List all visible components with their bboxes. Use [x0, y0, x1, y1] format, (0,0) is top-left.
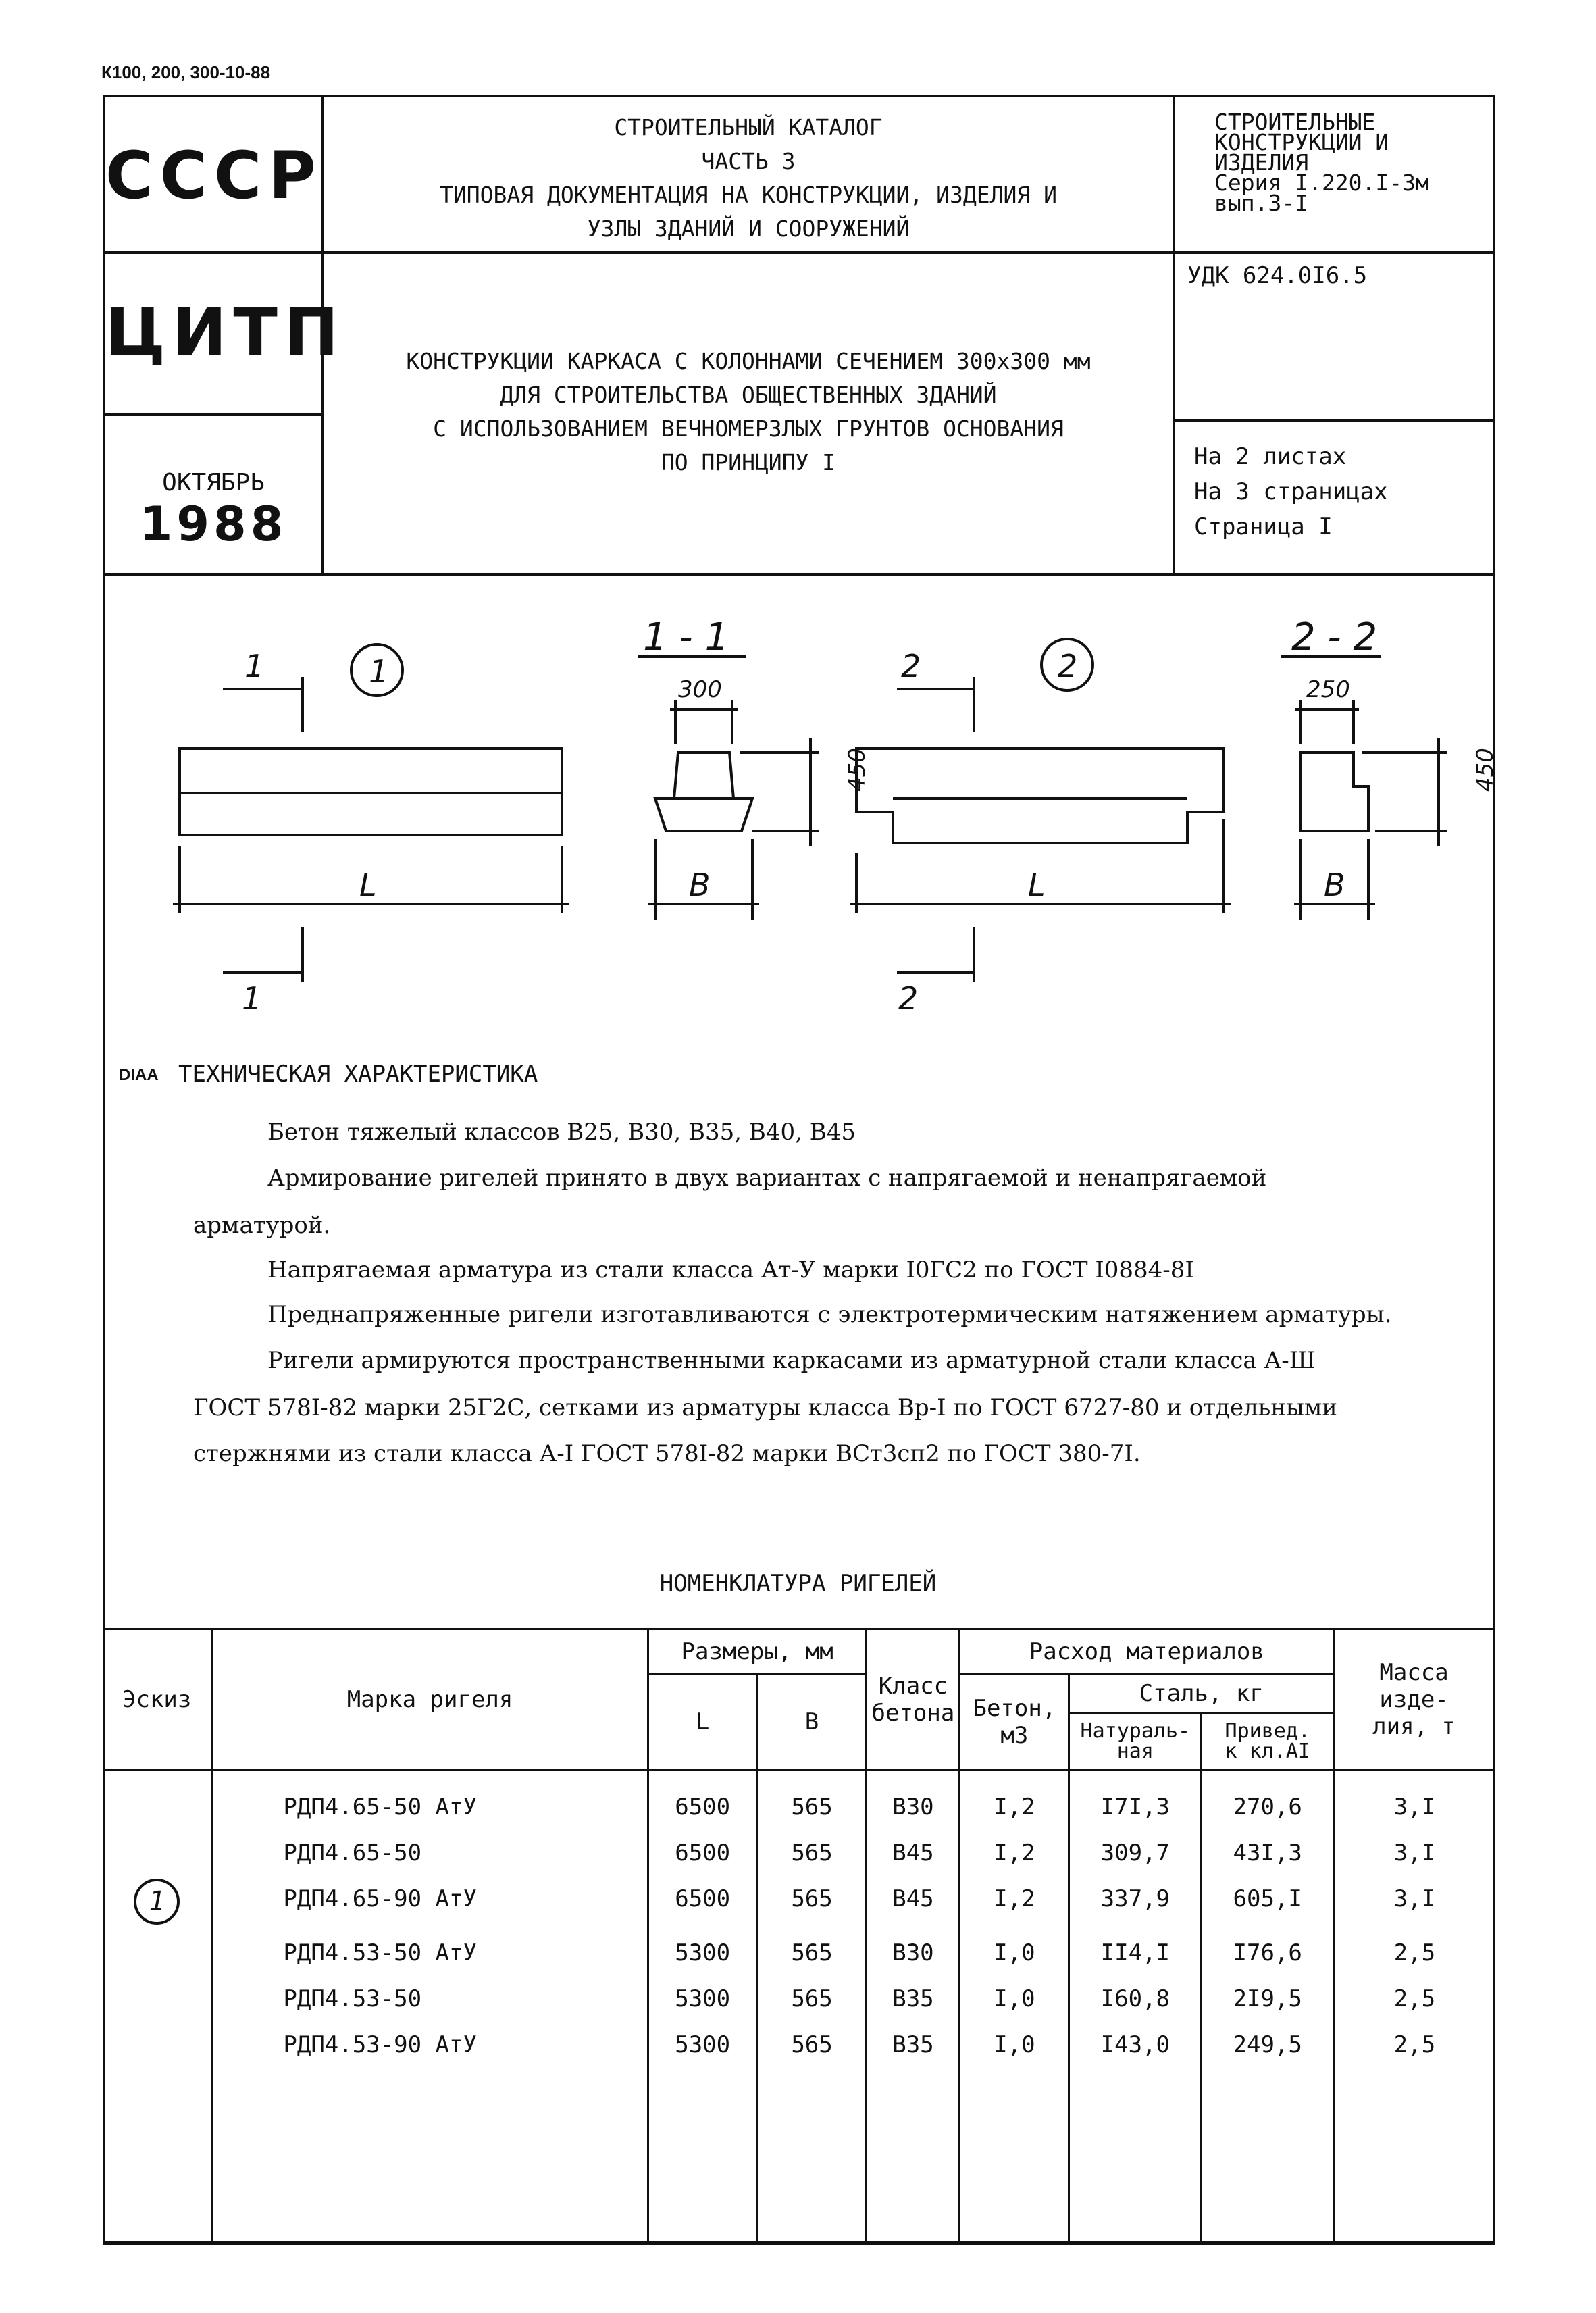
tech-heading: ТЕХНИЧЕСКАЯ ХАРАКТЕРИСТИКА — [178, 1061, 538, 1088]
col-width — [757, 1770, 867, 2243]
th-mass-line-1: Масса — [1379, 1658, 1449, 1686]
row-3-class: В45 — [892, 1885, 934, 1912]
row-6-mark: РДП4.53-90 АтУ — [283, 2031, 477, 2058]
th-class-line-1: Класс — [878, 1672, 948, 1700]
row-5-mark: РДП4.53-50 — [283, 1985, 422, 2012]
title-line-3: С ИСПОЛЬЗОВАНИЕМ ВЕЧНОМЕРЗЛЫХ ГРУНТОВ ОСНОВАНИЯ — [433, 415, 1064, 442]
row-2-concrete: I,2 — [994, 1839, 1035, 1866]
beam2-outline — [856, 748, 1224, 843]
row-1-width: 565 — [791, 1794, 833, 1821]
row-2-length: 6500 — [675, 1839, 731, 1866]
date-year: 1988 — [139, 497, 288, 552]
section2-width: 250 — [1306, 676, 1350, 703]
th-consumption: Расход материалов — [960, 1629, 1334, 1674]
th-natural — [1069, 1713, 1202, 1770]
section1-height: 450 — [844, 748, 871, 792]
row-2-steel-reduced: 43I,3 — [1233, 1839, 1302, 1866]
tech-prefix: DIAA — [119, 1066, 159, 1084]
cut2-top-label: 2 — [901, 648, 921, 684]
th-natural-line-2: ная — [1116, 1739, 1154, 1763]
series-line-3: ИЗДЕЛИЯ — [1214, 149, 1309, 176]
row-3-mark: РДП4.65-90 АтУ — [283, 1885, 477, 1912]
beam-drawings — [103, 576, 1499, 1035]
th-concrete — [960, 1674, 1069, 1770]
th-reduced — [1202, 1713, 1334, 1770]
title-cell — [321, 251, 1175, 576]
row-2-steel-natural: 309,7 — [1100, 1839, 1170, 1866]
sheets-cell — [1173, 419, 1495, 576]
row-3-width: 565 — [791, 1885, 833, 1912]
th-sketch: Эскиз — [103, 1629, 212, 1770]
row-6-concrete: I,0 — [994, 2031, 1035, 2058]
section1-width: 300 — [678, 676, 722, 703]
row-4-steel-natural: II4,I — [1100, 1939, 1170, 1966]
row-5-mass: 2,5 — [1393, 1985, 1436, 2012]
tech-paragraph-2a: Армирование ригелей принято в двух вариантах с напрягаемой и ненапрягаемой — [267, 1165, 1267, 1192]
row-6-class: В35 — [892, 2031, 934, 2058]
tech-paragraph-1: Бетон тяжелый классов В25, В30, В35, В40, В45 — [267, 1119, 856, 1146]
org-ussr: СССР — [105, 138, 323, 213]
sketch2-number: 2 — [1058, 648, 1078, 684]
tech-paragraph-5a: Ригели армируются пространственными каркасами из арматурной стали класса А-Ш — [267, 1347, 1316, 1374]
row-1-mass: 3,I — [1393, 1794, 1436, 1821]
title-line-2: ДЛЯ СТРОИТЕЛЬСТВА ОБЩЕСТВЕННЫХ ЗДАНИЙ — [500, 382, 997, 408]
row-4-mass: 2,5 — [1393, 1939, 1436, 1966]
tech-paragraph-3: Напрягаемая арматура из стали класса Ат-У марки I0ГС2 по ГОСТ I0884-8I — [267, 1256, 1194, 1283]
catalog-line-2: ЧАСТЬ 3 — [701, 148, 796, 174]
row-5-concrete: I,0 — [994, 1985, 1035, 2012]
row-6-length: 5300 — [675, 2031, 731, 2058]
col-mass — [1334, 1770, 1495, 2243]
row-5-class: В35 — [892, 1985, 934, 2012]
tech-paragraph-5c: стержнями из стали класса А-I ГОСТ 578I-82 марки ВСт3сп2 по ГОСТ 380-7I. — [193, 1440, 1141, 1467]
page-number: Страница I — [1194, 513, 1333, 540]
row-2-mass: 3,I — [1393, 1839, 1436, 1866]
row-1-concrete: I,2 — [994, 1794, 1035, 1821]
th-sizes: Размеры, мм — [648, 1629, 867, 1674]
section1-b-label: B — [689, 867, 711, 903]
udk-code: УДК 624.0I6.5 — [1187, 262, 1368, 289]
row-3-concrete: I,2 — [994, 1885, 1035, 1912]
th-width: B — [757, 1674, 867, 1770]
row-1-steel-reduced: 270,6 — [1233, 1794, 1302, 1821]
col-class — [867, 1770, 960, 2243]
beam2-length-label: L — [1028, 867, 1046, 903]
series-line-4: Серия I.220.I-3м — [1214, 170, 1429, 196]
th-class-line-2: бетона — [871, 1699, 955, 1727]
col-concrete — [960, 1770, 1069, 2243]
date-cell — [103, 413, 324, 576]
title-line-1: КОНСТРУКЦИИ КАРКАСА С КОЛОННАМИ СЕЧЕНИЕМ 300х300 мм — [406, 348, 1091, 374]
tech-paragraph-2b: арматурой. — [193, 1212, 331, 1239]
sketch1-number: 1 — [369, 653, 389, 690]
row-6-width: 565 — [791, 2031, 833, 2058]
row-4-steel-reduced: I76,6 — [1233, 1939, 1302, 1966]
section2-height: 450 — [1472, 748, 1499, 792]
org-citp: ЦИТП — [105, 295, 346, 370]
section2-shape — [1301, 753, 1368, 831]
row-5-length: 5300 — [675, 1985, 731, 2012]
row-1-length: 6500 — [675, 1794, 731, 1821]
section2-b-label: B — [1324, 867, 1345, 903]
th-reduced-line-2: к кл.АI — [1225, 1739, 1310, 1763]
row-4-concrete: I,0 — [994, 1939, 1035, 1966]
th-class — [867, 1629, 960, 1770]
sketch-cell — [103, 1770, 212, 2243]
title-line-4: ПО ПРИНЦИПУ I — [661, 449, 836, 476]
row-5-steel-natural: I60,8 — [1100, 1985, 1170, 2012]
nomenclature-table — [103, 1628, 1495, 2243]
row-6-mass: 2,5 — [1393, 2031, 1436, 2058]
th-length: L — [648, 1674, 757, 1770]
cut2-bottom-label: 2 — [898, 980, 919, 1017]
th-reduced-line-1: Привед. — [1225, 1719, 1310, 1743]
row-3-steel-natural: 337,9 — [1100, 1885, 1170, 1912]
row-6-steel-reduced: 249,5 — [1233, 2031, 1302, 2058]
sheets-count: На 2 листах — [1194, 443, 1347, 470]
th-mass-line-3: лия, т — [1372, 1712, 1456, 1740]
tech-paragraph-5b: ГОСТ 578I-82 марки 25Г2С, сетками из арматуры класса Вр-I по ГОСТ 6727-80 и отдельными — [193, 1394, 1338, 1421]
series-cell — [1173, 95, 1495, 254]
row-4-mark: РДП4.53-50 АтУ — [283, 1939, 477, 1966]
org-cell-citp — [103, 251, 346, 416]
section2-title: 2 - 2 — [1291, 615, 1378, 659]
row-3-steel-reduced: 605,I — [1233, 1885, 1302, 1912]
col-steel-natural — [1069, 1770, 1202, 2243]
th-concrete-line-2: м3 — [1000, 1721, 1029, 1749]
beam1-length-label: L — [359, 867, 377, 903]
th-mass — [1334, 1629, 1495, 1770]
row-4-width: 565 — [791, 1939, 833, 1966]
cut1-bottom-label: 1 — [242, 980, 262, 1017]
row-3-mass: 3,I — [1393, 1885, 1436, 1912]
th-steel: Сталь, кг — [1069, 1674, 1334, 1713]
org-cell-ussr — [103, 95, 324, 254]
series-line-1: СТРОИТЕЛЬНЫЕ — [1214, 109, 1376, 135]
row-4-class: В30 — [892, 1939, 934, 1966]
series-line-5: вып.3-I — [1214, 190, 1309, 216]
catalog-line-3: ТИПОВАЯ ДОКУМЕНТАЦИЯ НА КОНСТРУКЦИИ, ИЗДЕЛИЯ И — [440, 182, 1057, 208]
th-concrete-line-1: Бетон, — [973, 1694, 1056, 1722]
th-mark: Марка ригеля — [212, 1629, 648, 1770]
col-steel-reduced — [1202, 1770, 1334, 2243]
series-line-2: КОНСТРУКЦИИ И — [1214, 129, 1389, 155]
th-mass-line-2: изде- — [1379, 1685, 1449, 1713]
row-1-class: В30 — [892, 1794, 934, 1821]
tech-paragraph-4: Преднапряженные ригели изготавливаются с электротермическим натяжением арматуры. — [267, 1301, 1392, 1328]
row-3-length: 6500 — [675, 1885, 731, 1912]
table-title: НОМЕНКЛАТУРА РИГЕЛЕЙ — [659, 1570, 937, 1597]
row-2-class: В45 — [892, 1839, 934, 1866]
document-code: К100, 200, 300-10-88 — [101, 62, 271, 82]
col-mark — [212, 1770, 648, 2243]
row-5-steel-reduced: 2I9,5 — [1233, 1985, 1302, 2012]
catalog-cell — [321, 95, 1175, 254]
udk-cell — [1173, 251, 1495, 422]
row-5-width: 565 — [791, 1985, 833, 2012]
row-4-length: 5300 — [675, 1939, 731, 1966]
cut1-top-label: 1 — [244, 648, 265, 684]
th-natural-line-1: Натураль- — [1080, 1719, 1191, 1743]
catalog-line-4: УЗЛЫ ЗДАНИЙ И СООРУЖЕНИЙ — [587, 215, 910, 242]
row-2-mark: РДП4.65-50 — [283, 1839, 422, 1866]
sketch-number-badge: 1 — [134, 1879, 180, 1925]
section1-title: 1 - 1 — [643, 615, 729, 659]
col-length — [648, 1770, 757, 2243]
row-1-mark: РДП4.65-50 АтУ — [283, 1794, 477, 1821]
pages-count: На 3 страницах — [1194, 478, 1388, 505]
row-1-steel-natural: I7I,3 — [1100, 1794, 1170, 1821]
date-month: ОКТЯБРЬ — [162, 469, 265, 497]
row-2-width: 565 — [791, 1839, 833, 1866]
row-6-steel-natural: I43,0 — [1100, 2031, 1170, 2058]
catalog-line-1: СТРОИТЕЛЬНЫЙ КАТАЛОГ — [614, 114, 883, 141]
section1-shape — [655, 753, 752, 831]
